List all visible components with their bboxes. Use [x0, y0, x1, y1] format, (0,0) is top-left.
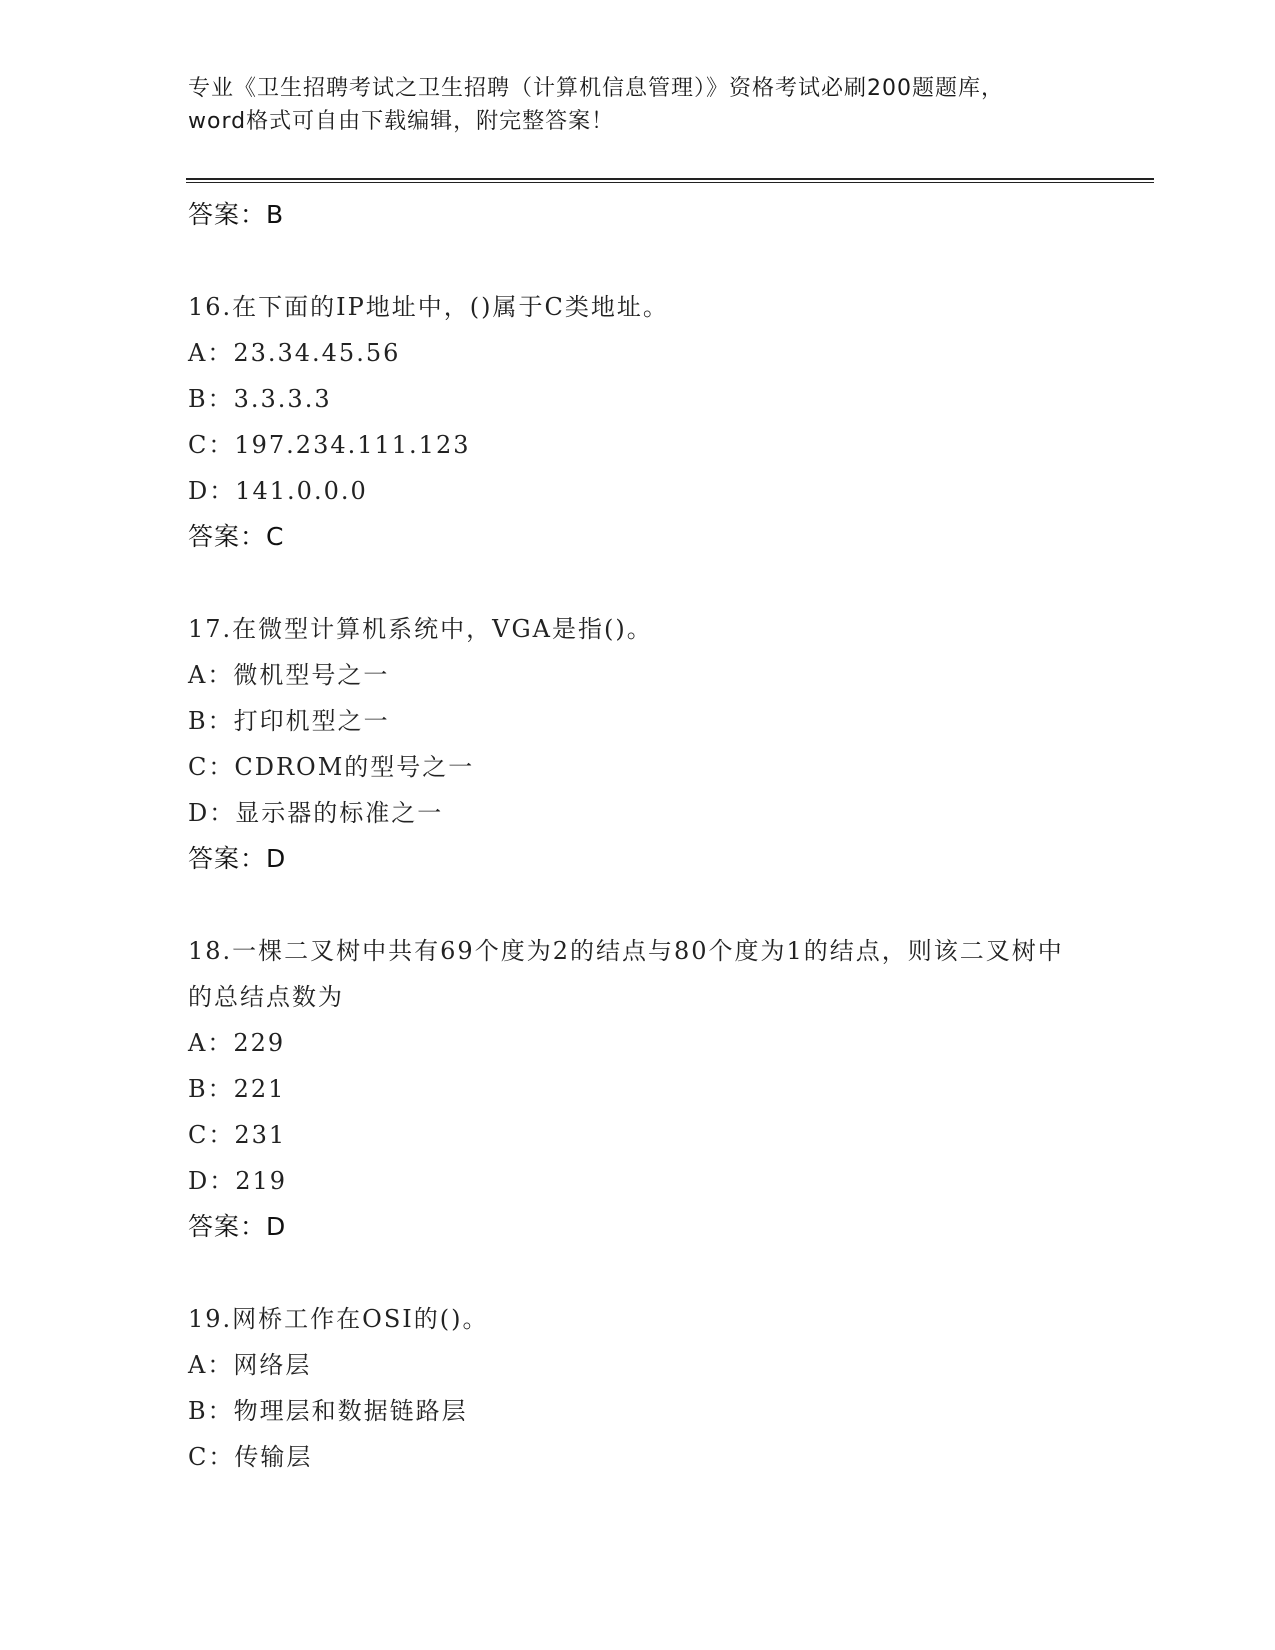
question-text: 17.在微型计算机系统中，VGA是指()。 [188, 615, 653, 643]
question-19 [188, 1296, 1088, 1480]
header-line-1: 专业《卫生招聘考试之卫生招聘（计算机信息管理）》资格考试必刷200题题库， [188, 76, 1004, 101]
question-text: 19.网桥工作在OSI的()。 [188, 1305, 489, 1333]
option-d: D：141.0.0.0 [188, 477, 368, 505]
question-list [188, 192, 1088, 1480]
option-d: D：显示器的标准之一 [188, 799, 444, 827]
option-b: B：221 [188, 1075, 286, 1103]
option-b: B：物理层和数据链路层 [188, 1397, 468, 1425]
question-17 [188, 606, 1088, 882]
option-a: A：23.34.45.56 [188, 339, 401, 367]
option-c: C：传输层 [188, 1443, 313, 1471]
document-header [188, 72, 1088, 138]
answer-line: 答案：B [188, 200, 285, 229]
question-18 [188, 928, 1088, 1250]
option-d: D：219 [188, 1167, 288, 1195]
answer-line: 答案：D [188, 844, 287, 873]
option-a: A：网络层 [188, 1351, 312, 1379]
option-c: C：CDROM的型号之一 [188, 753, 475, 781]
header-line-2: word格式可自由下载编辑，附完整答案！ [188, 109, 615, 134]
option-b: B：打印机型之一 [188, 707, 390, 735]
option-b: B：3.3.3.3 [188, 385, 332, 413]
option-c: C：231 [188, 1121, 287, 1149]
option-a: A：229 [188, 1029, 286, 1057]
option-c: C：197.234.111.123 [188, 431, 471, 459]
answer-line: 答案：D [188, 1212, 287, 1241]
question-16 [188, 284, 1088, 560]
answer-line: 答案：C [188, 522, 285, 551]
question-text: 18.一棵二叉树中共有69个度为2的结点与80个度为1的结点，则该二叉树中的总结点数为 [188, 937, 1064, 1011]
header-divider [186, 178, 1154, 183]
question-text: 16.在下面的IP地址中，()属于C类地址。 [188, 293, 669, 321]
option-a: A：微机型号之一 [188, 661, 390, 689]
